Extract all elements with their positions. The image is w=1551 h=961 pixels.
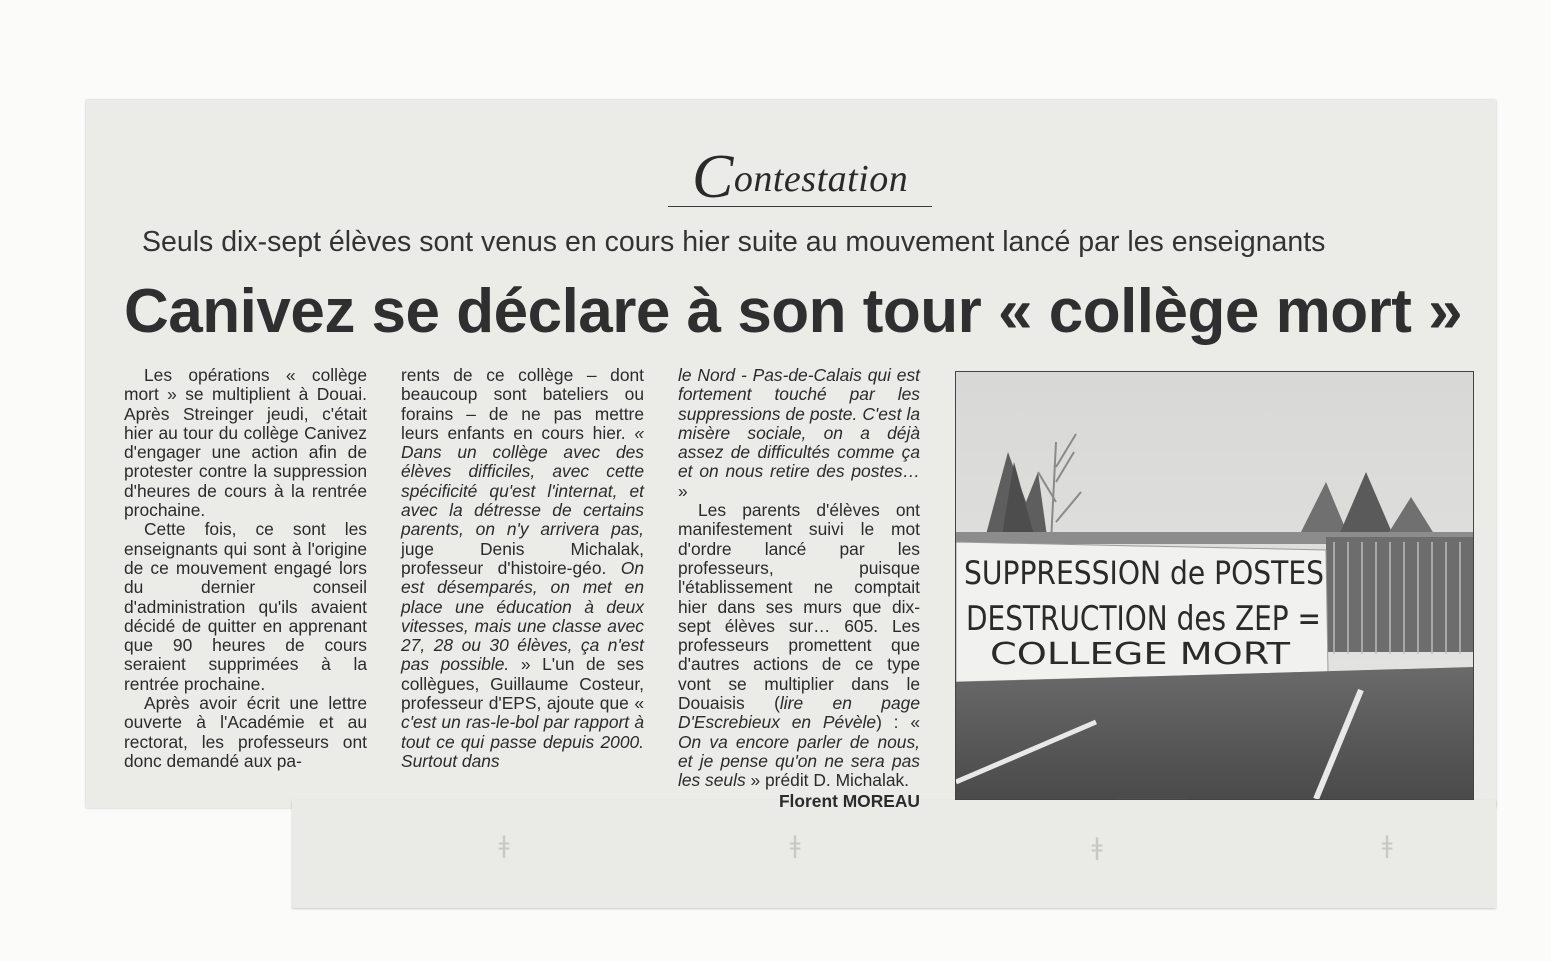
banner-line-3: COLLEGE MORT [990,637,1291,672]
rubric-initial: C [692,143,734,211]
text-run: Les parents d'élèves ont manifestement suivi le mot d'ordre lancé par les professeurs, puisque l'établissement ne comptait hier dans ses murs que dix-sept élèves sur… 605. Les professeurs promettent que d'autres actions de ce type vont se multiplier dans le Douaisis ( [678,500,920,714]
headline: Canivez se déclare à son tour « collège mort » [124,277,1463,346]
clipping-lower-strip [292,800,1496,908]
byline: Florent MOREAU [778,790,920,811]
article-column-3 [678,366,920,811]
quote: le Nord - Pas-de-Calais qui est fortement touché par les suppressions de poste. C'est la misère sociale, on a déjà assez de difficultés comme ça et on nous retire des postes… [678,365,920,482]
quote: c'est un ras-le-bol par rapport à tout ce qui passe depuis 2000. Surtout dans [401,712,644,771]
text-run: rents de ce collège – dont beaucoup sont bateliers ou forains – de ne pas mettre leurs enfants en cours hier. [401,365,644,443]
article-column-1 [124,366,367,771]
banner-line-1: SUPPRESSION de POSTES [964,554,1324,592]
rubric-rest: ontestation [733,158,909,200]
rubric-label [692,142,908,213]
quote: On est désemparés, on met en place une éducation à deux vitesses, mais une classe avec 27, 28 ou 30 élèves, ça n'est pas possible. [401,557,644,675]
text-run: » prédit D. Michalak. [745,770,910,791]
article-column-2 [401,366,644,771]
paragraph [678,366,920,501]
news-photo [955,371,1474,800]
quote: « Dans un collège avec des élèves difficiles, avec cette spécificité qu'est l'internat, et avec la détresse de certains parents, on n'y arrivera pas, [401,422,644,540]
staple-mark: ǂ [498,831,510,859]
quote: On va encore parler de nous, et je pense qu'on ne sera pas les seuls [678,731,920,791]
paragraph: Les opérations « collège mort » se multiplient à Douai. Après Streinger jeudi, c'était hier au tour du collège Canivez d'engager une action afin de protester contre la suppression d'heures de cours à la rentrée prochaine. [124,365,367,521]
staple-mark: ǂ [789,831,801,859]
paragraph: Après avoir écrit une lettre ouverte à l'Académie et au rectorat, les professeurs ont donc demandé aux pa- [124,693,367,771]
text-run: ) : « [876,712,920,733]
staple-mark: ǂ [1091,833,1103,861]
kicker: Seuls dix-sept élèves sont venus en cours hier suite au mouvement lancé par les enseignants [142,226,1326,258]
paragraph [678,501,920,790]
staple-mark: ǂ [1381,831,1393,859]
paragraph [401,366,644,771]
paragraph: Cette fois, ce sont les enseignants qui sont à l'origine de ce mouvement engagé lors du dernier conseil d'administration qu'ils avaient décidé de quitter en apprenant que 90 heures de cours seraient supprimées à la rentrée prochaine. [124,519,367,694]
text-run: » L'un de ses collègues, Guillaume Costeur, professeur d'EPS, ajoute que « [401,654,644,714]
text-run: juge Denis Michalak, professeur d'histoire-géo. [401,538,644,578]
banner-line-2: DESTRUCTION des ZEP = [966,599,1321,639]
photo-scene [956,372,1473,799]
text-run: » [678,480,688,501]
cross-reference: lire en page D'Escrebieux en Pévèle [678,693,920,733]
section-rubric [668,134,932,211]
